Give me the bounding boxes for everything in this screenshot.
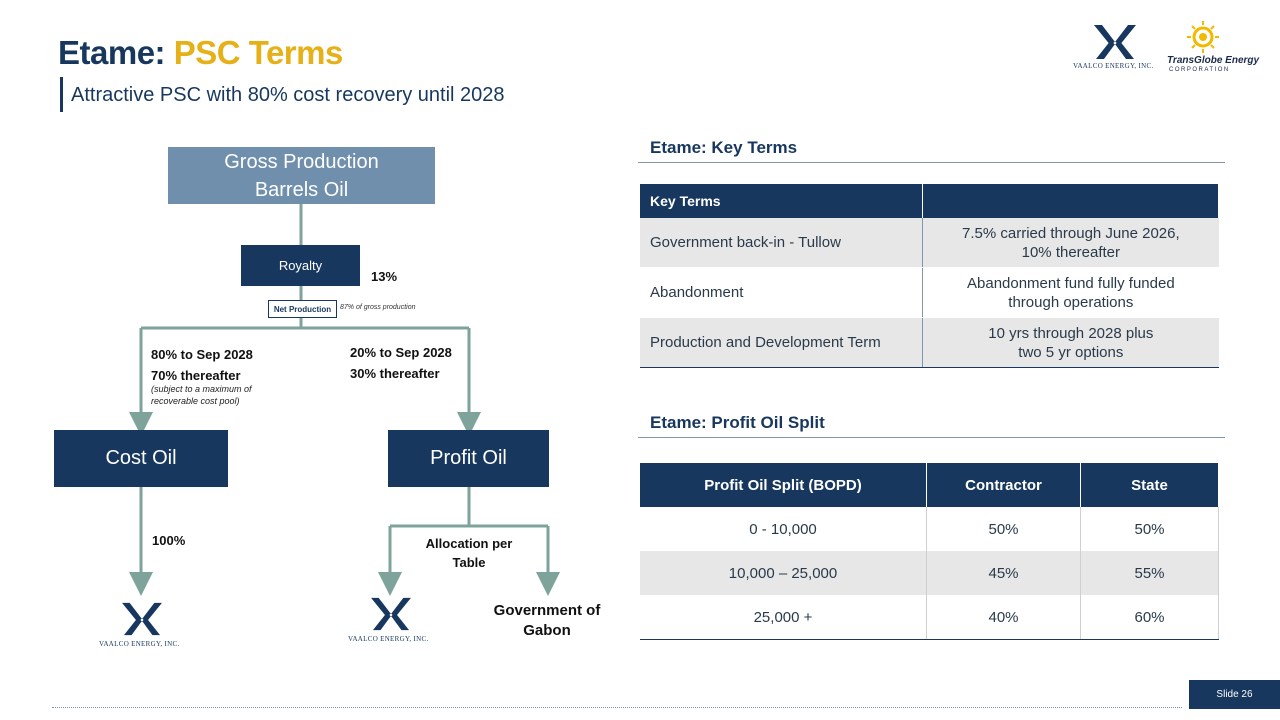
profit-split-line1: 20% to Sep 2028: [350, 345, 452, 360]
key-term-value: [923, 268, 1219, 318]
table-row: [640, 318, 1219, 368]
vaalco-logo-text: VAALCO ENERGY, INC.: [99, 640, 180, 648]
table-row: [640, 551, 1219, 595]
key-term-value-line1: 10 yrs through 2028 plus: [988, 324, 1154, 342]
key-term-value: [923, 318, 1219, 368]
profit-split-contractor: 40%: [927, 595, 1081, 640]
key-terms-table: [640, 184, 1219, 368]
profit-split-rule: [638, 437, 1225, 438]
page-subtitle: Attractive PSC with 80% cost recovery until 2028: [71, 84, 505, 106]
key-terms-header-value: [923, 184, 1219, 218]
transglobe-logo-text: TransGlobe Energy: [1167, 55, 1260, 66]
key-term-value-line1: Abandonment fund fully funded: [967, 274, 1175, 292]
vaalco-logo-icon: [96, 600, 188, 638]
profit-oil-box: Profit Oil: [388, 430, 549, 487]
vaalco-logo-profit: [345, 595, 437, 645]
key-term-value-line2: 10% thereafter: [1021, 243, 1121, 261]
transglobe-sun-icon: [1183, 20, 1223, 54]
key-term-name: Abandonment: [640, 268, 923, 318]
vaalco-logo-text: VAALCO ENERGY, INC.: [1073, 62, 1154, 70]
title-main: Etame:: [58, 34, 166, 71]
table-row: [640, 595, 1219, 640]
key-term-name: Production and Development Term: [640, 318, 923, 368]
profit-split-range: 25,000 +: [640, 595, 927, 640]
profit-split-contractor: 50%: [927, 507, 1081, 551]
gross-production-line2: Barrels Oil: [254, 178, 349, 201]
profit-split-state: 50%: [1081, 507, 1219, 551]
key-terms-header-row: [640, 184, 1219, 218]
cost-oil-box: Cost Oil: [54, 430, 228, 487]
key-term-value: [923, 218, 1219, 268]
profit-split-table: [640, 463, 1219, 640]
table-row: [640, 268, 1219, 318]
vaalco-logo: [1070, 22, 1160, 72]
profit-split-title: Etame: Profit Oil Split: [650, 413, 825, 432]
profit-split-state: 60%: [1081, 595, 1219, 640]
cost-oil-split-text: [151, 344, 253, 386]
title-accent: PSC Terms: [173, 34, 343, 71]
profit-split-header-range: Profit Oil Split (BOPD): [640, 463, 927, 507]
key-term-value-line2: through operations: [1008, 293, 1134, 311]
gross-production-line1: Gross Production: [224, 150, 379, 173]
transglobe-logo-subtext: CORPORATION: [1169, 67, 1230, 73]
vaalco-logo-icon: [1070, 22, 1160, 62]
net-production-note: 87% of gross production: [340, 304, 416, 311]
profit-split-state: 55%: [1081, 551, 1219, 595]
cost-split-line1: 80% to Sep 2028: [151, 347, 253, 362]
allocation-label: Allocation per Table: [425, 536, 513, 570]
cost-split-note: (subject to a maximum of recoverable cost pool): [151, 384, 252, 406]
gross-production-box: [168, 147, 435, 204]
vaalco-logo-text: VAALCO ENERGY, INC.: [348, 635, 429, 643]
profit-split-range: 10,000 – 25,000: [640, 551, 927, 595]
flow-connectors: [0, 0, 640, 700]
table-row: [640, 218, 1219, 268]
profit-split-header-row: [640, 463, 1219, 507]
table-row: [640, 507, 1219, 551]
key-terms-title: Etame: Key Terms: [650, 138, 798, 157]
royalty-box: Royalty: [241, 245, 360, 286]
government-label: Government of Gabon: [493, 602, 601, 639]
profit-split-header-state: State: [1081, 463, 1219, 507]
profit-split-header-contractor: Contractor: [927, 463, 1081, 507]
vaalco-logo-cost: [96, 600, 188, 650]
profit-split-range: 0 - 10,000: [640, 507, 927, 551]
key-terms-header-term: Key Terms: [640, 184, 923, 218]
profit-split-contractor: 45%: [927, 551, 1081, 595]
footer-divider: [52, 707, 1182, 708]
vaalco-logo-icon: [345, 595, 437, 633]
royalty-percent: 13%: [371, 269, 398, 284]
profit-split-line2: 30% thereafter: [350, 366, 440, 381]
key-term-value-line1: 7.5% carried through June 2026,: [962, 224, 1180, 242]
transglobe-logo: [1165, 20, 1260, 75]
key-term-name: Government back-in - Tullow: [640, 218, 923, 268]
slide-number: Slide 26: [1189, 680, 1280, 709]
profit-oil-split-text: [350, 342, 452, 384]
key-terms-rule: [638, 162, 1225, 163]
cost-split-line2: 70% thereafter: [151, 368, 241, 383]
key-term-value-line2: two 5 yr options: [1018, 343, 1124, 361]
net-production-label: Net Production: [268, 300, 337, 318]
cost-oil-percent: 100%: [152, 533, 186, 548]
